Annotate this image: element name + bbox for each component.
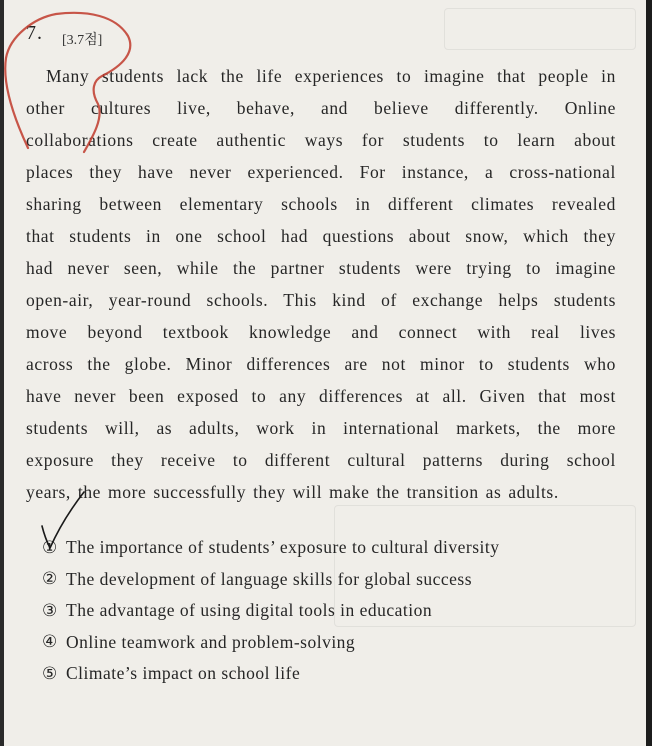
passage-line: places they have never experienced. For instance, a cross-national [26,162,616,182]
choice-text: The development of language skills for global success [66,568,473,589]
choice-number: ③ [42,600,58,621]
answer-choice-4[interactable] [42,627,500,659]
passage-line: students will, as adults, work in international markets, the more [26,418,616,438]
passage-line: open-air, year-round schools. This kind of exchange helps students [26,290,616,310]
passage-line: move beyond textbook knowledge and connect with real lives [26,322,616,342]
passage-line: Many students lack the life experiences to imagine that people in [46,66,616,86]
choice-text: Climate’s impact on school life [66,663,301,684]
passage-line: collaborations create authentic ways for students to learn about [26,130,616,150]
choice-text: The importance of students’ exposure to cultural diversity [66,537,500,558]
reading-passage [26,60,616,508]
passage-line: across the globe. Minor differences are not minor to students who [26,354,616,374]
passage-line: years, the more successfully they will make the transition as adults. [26,482,559,502]
passage-line: exposure they receive to different cultural patterns during school [26,450,616,470]
choice-number: ④ [42,632,58,653]
choice-text: The advantage of using digital tools in education [66,600,433,621]
passage-line: sharing between elementary schools in different climates revealed [26,194,616,214]
passage-line: had never seen, while the partner students were trying to imagine [26,258,616,278]
scan-right-border [646,0,652,746]
exam-page [4,0,646,746]
choice-number: ⑤ [42,663,58,684]
choice-number: ① [42,537,58,558]
passage-line: that students in one school had questions about snow, which they [26,226,616,246]
answer-choices [42,532,500,690]
scan-left-border [0,0,4,746]
passage-line: other cultures live, behave, and believe differently. Online [26,98,616,118]
question-number: 7. [26,22,43,44]
answer-choice-5[interactable] [42,658,500,690]
passage-line: have never been exposed to any differences at all. Given that most [26,386,616,406]
answer-choice-1[interactable] [42,532,500,564]
answer-choice-3[interactable] [42,595,500,627]
show-through-box-top [444,8,636,50]
choice-number: ② [42,569,58,590]
answer-choice-2[interactable] [42,564,500,596]
question-points: [3.7점] [62,33,103,48]
choice-text: Online teamwork and problem-solving [66,631,356,652]
